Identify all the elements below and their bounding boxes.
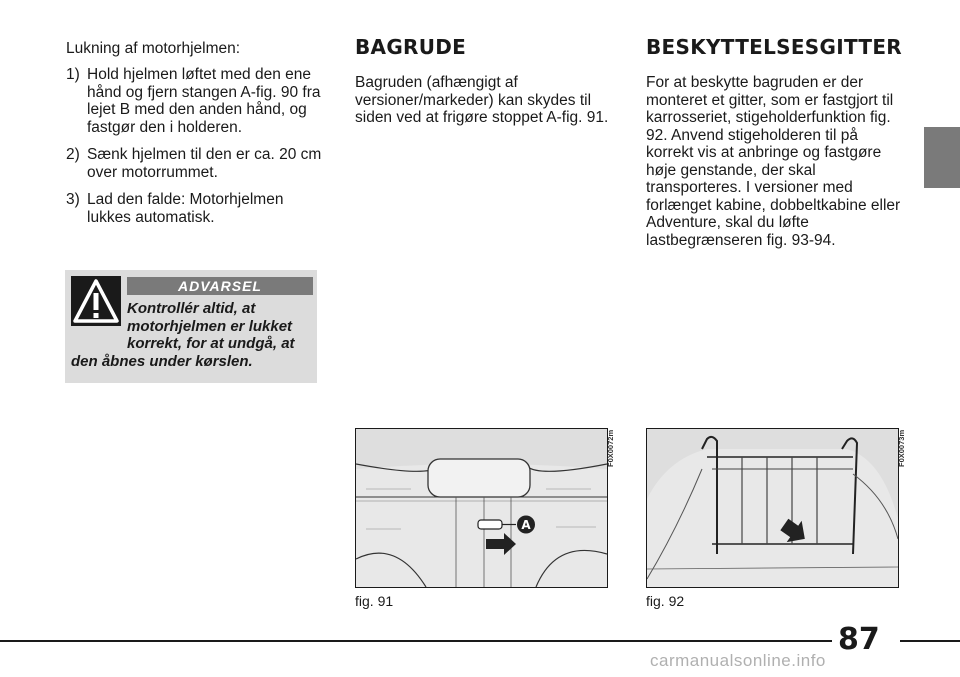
- step-number: 1): [66, 66, 80, 83]
- footer-divider: [900, 640, 960, 642]
- figure-91-caption: fig. 91: [355, 593, 394, 609]
- intro-text: Lukning af motorhjelmen:: [66, 40, 241, 57]
- watermark-text: carmanualsonline.info: [650, 651, 826, 670]
- bagrude-heading: BAGRUDE: [355, 35, 467, 59]
- section-tab: [924, 127, 960, 188]
- step-text: Sænk hjelmen til den er ca. 20 cm over motorrummet.: [87, 146, 322, 181]
- page-number: 87: [838, 622, 880, 657]
- marker-a-label: A: [521, 518, 531, 532]
- warning-box: [65, 270, 317, 383]
- figure-92-code: F0X0073m: [897, 429, 906, 467]
- bagrude-text: Bagruden (afhængigt af versioner/markeder) kan skydes til siden ved at frigøre stoppet A-fig. 91.: [355, 74, 609, 126]
- warning-label: ADVARSEL: [127, 277, 313, 295]
- step-number: 3): [66, 191, 80, 208]
- list-item: [66, 66, 326, 136]
- list-item: [66, 191, 326, 226]
- beskyttelsesgitter-text: For at beskytte bagruden er der monteret et gitter, som er fastgjort til karrosseriet, stigeholderfunktion fig. 92. Anvend stigeholderen til på korrekt vis at anbringe og fastgøre høje genstande, der skal transporteres. I versioner med forlænget kabine, dobbeltkabine eller Adventure, skal du løfte lastbegrænseren fig. 93-94.: [646, 74, 901, 249]
- step-number: 2): [66, 146, 80, 163]
- step-text: Hold hjelmen løftet med den ene hånd og fjern stangen A-fig. 90 fra lejet B med den anden hånd, og fastgør den i holderen.: [87, 66, 321, 136]
- figure-92-illustration: [646, 428, 899, 588]
- beskyttelsesgitter-heading: BESKYTTELSESGITTER: [646, 35, 902, 59]
- steps-list: [66, 66, 326, 236]
- warning-text: Kontrollér altid, at motorhjelmen er lukket korrekt, for at undgå, at den åbnes under kørslen.: [71, 300, 295, 370]
- footer-divider: [0, 640, 832, 642]
- step-text: Lad den falde: Motorhjelmen lukkes automatisk.: [87, 191, 284, 226]
- figure-91-code: F0X0072m: [606, 429, 615, 467]
- figure-91-illustration: [355, 428, 608, 588]
- figure-92-caption: fig. 92: [646, 593, 685, 609]
- list-item: [66, 146, 326, 181]
